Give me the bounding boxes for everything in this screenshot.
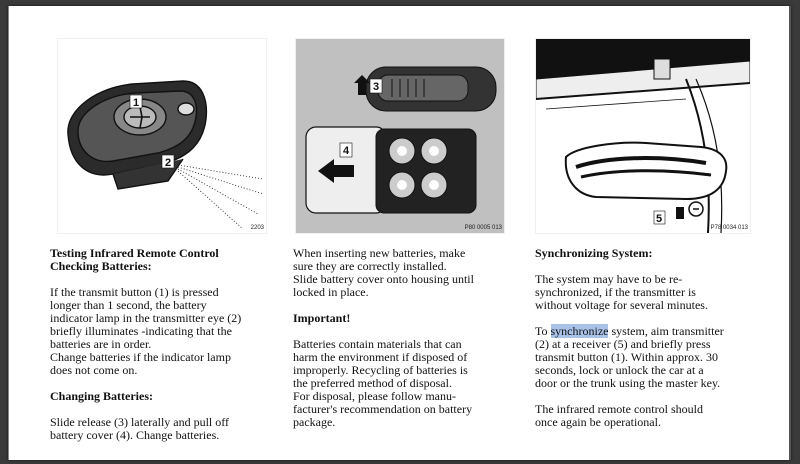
text-line: battery cover (4). Change batteries. [50,428,220,442]
text-line: indicator lamp in the transmitter eye (2) [50,311,242,325]
heading-synchronizing: Synchronizing System: [535,246,653,260]
heading-changing-batteries: Changing Batteries: [50,389,153,403]
column-1 [50,247,265,442]
document-page [8,6,791,460]
text-line: batteries are in order. [50,337,152,351]
heading-testing: Testing Infrared Remote Control [50,246,219,260]
column-3 [535,247,760,429]
text-line: improperly. Recycling of batteries is [293,363,468,377]
selected-word-highlight[interactable]: synchronize [550,324,609,338]
text-line: synchronized, if the transmitter is [535,285,696,299]
text-line: longer than 1 second, the battery [50,298,207,312]
text-line: The infrared remote control should [535,402,703,416]
figure-code: P80 0005 013 [464,225,502,231]
text-line: transmit button (1). Within approx. 30 [535,350,718,364]
text-line: Slide battery cover onto housing until [293,272,474,286]
text-line: does not come on. [50,363,138,377]
text-line: For disposal, please follow manu- [293,389,456,403]
text-line: sure they are correctly installed. [293,259,447,273]
text-line: If the transmit button (1) is pressed [50,285,219,299]
text-line: door or the trunk using the master key. [535,376,721,390]
text-line: without voltage for several minutes. [535,298,708,312]
text-line: (2) at a receiver (5) and briefly press [535,337,711,351]
callout-4: 4 [343,145,350,157]
figure-code: 2203 [250,225,264,231]
text-line: once again be operational. [535,415,661,429]
remote-key-figure [57,38,267,234]
text-line: the preferred method of disposal. [293,376,452,390]
battery-cover-figure [295,38,505,234]
text-line: locked in place. [293,285,369,299]
text-line: harm the environment if disposed of [293,350,468,364]
text-line: Change batteries if the indicator lamp [50,350,231,364]
heading-checking-batteries: Checking Batteries: [50,259,152,273]
text-line: seconds, lock or unlock the car at a [535,363,704,377]
text-line: briefly illuminates -indicating that the [50,324,232,338]
heading-important: Important! [293,311,351,325]
text-line: When inserting new batteries, make [293,246,466,260]
text-line: package. [293,415,336,429]
callout-5: 5 [656,213,663,225]
text-suffix: system, aim transmitter [608,324,724,338]
callout-1: 1 [133,97,140,109]
text-prefix: To [535,324,551,338]
callout-3: 3 [373,81,380,93]
text-line: facturer's recommendation on battery [293,402,473,416]
callout-2: 2 [165,157,172,169]
text-line: Batteries contain materials that can [293,337,462,351]
column-2 [293,247,508,429]
text-line: Slide release (3) laterally and pull off [50,415,230,429]
text-line: The system may have to be re- [535,272,683,286]
door-handle-figure [535,38,751,234]
figure-code: P78 0034 013 [710,225,748,231]
